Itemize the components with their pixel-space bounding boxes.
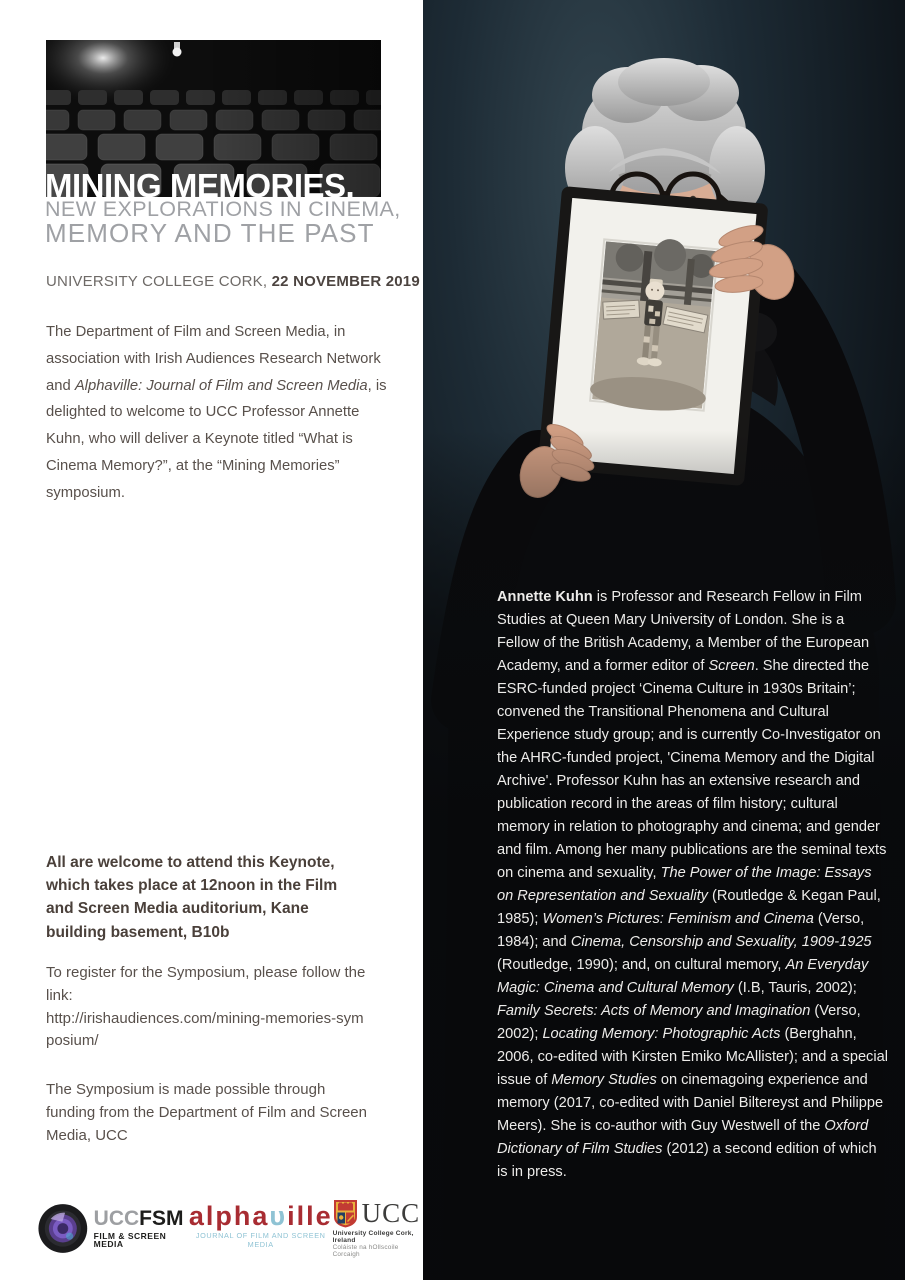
left-column [0, 0, 423, 1280]
funding-note: The Symposium is made possible through funding from the Department of Film and Screen Media, UCC [46, 1081, 367, 1144]
registration-block [46, 962, 368, 1053]
alphaville-logo [189, 1203, 333, 1249]
ucc-wordmark: UCC [361, 1197, 421, 1228]
uccfsm-tagline: FILM & SCREEN MEDIA [93, 1230, 167, 1249]
poster-title: MINING MEMORIES. [45, 167, 355, 204]
framed-child-photo [589, 233, 720, 414]
venue-text: UNIVERSITY COLLEGE CORK, [46, 273, 272, 290]
event-dateline [46, 273, 420, 290]
ucc-logo [333, 1199, 421, 1258]
ucc-crest-icon [333, 1199, 358, 1228]
intro-paragraph: The Department of Film and Screen Media, in association with Irish Audiences Research Network and Alphaville: Journal of Film and Screen Media, is delighted to welcome to UCC Professor Annette Kuhn, who will deliver a Keynote titled “What is Cinema Memory?”, at the “Mining Memories” symposium. [46, 324, 387, 501]
uccfsm-logo [38, 1201, 189, 1256]
poster-subtitle-line1: NEW EXPLORATIONS IN CINEMA, [45, 197, 401, 221]
ucc-name-line: University College Cork, Ireland [332, 1229, 414, 1244]
camera-lens-icon [38, 1201, 88, 1256]
uccfsm-wordmark: UCCFSM [93, 1206, 184, 1230]
alphaville-tagline: JOURNAL OF FILM AND SCREEN MEDIA [195, 1231, 326, 1249]
registration-url[interactable]: http://irishaudiences.com/mining-memories-symposium/ [46, 1009, 364, 1050]
registration-text: To register for the Symposium, please follow the link: [46, 964, 366, 1004]
bio-paragraph: Annette Kuhn is Professor and Research Fellow in Film Studies at Queen Mary University of London. She is a Fellow of the British Academy, a Member of the European Academy, and a former editor of Screen. She directed the ESRC-funded project ‘Cinema Culture in 1930s Britain’; convened the Transitional Phenomena and Cultural Experience study group; and is currently Co-Investigator on the AHRC-funded project, 'Cinema Memory and the Digital Archive'. Professor Kuhn has an extensive research and publication record in the areas of film history; cultural memory in relation to photography and cinema; and gender and film. Among her many publications are the seminal texts on cinema and sexuality, The Power of the Image: Essays on Representation and Sexuality (Routledge & Kegan Paul, 1985); Women’s Pictures: Feminism and Cinema (Verso, 1984); and Cinema, Censorship and Sexuality, 1909-1925 (Routledge, 1990); and, on cultural memory, An Everyday Magic: Cinema and Cultural Memory (I.B, Tauris, 2002); Family Secrets: Acts of Memory and Imagination (Verso, 2002); Locating Memory: Photographic Acts (Berghahn, 2006, co-edited with Kirsten Emiko McAllister); and a special issue of Memory Studies on cinemagoing experience and memory (2017, co-edited with Daniel Biltereyst and Philippe Meers). She is co-author with Guy Westwell of the Oxford Dictionary of Film Studies (2012) a second edition of which is in press. [497, 589, 888, 1180]
event-date: 22 NOVEMBER 2019 [271, 273, 420, 290]
alphaville-wordmark: alphaυille [188, 1201, 333, 1231]
keynote-notice: All are welcome to attend this Keynote, which takes place at 12noon in the Film and Screen Media auditorium, Kane building basement, B10b [46, 854, 338, 941]
poster-subtitle-line2: MEMORY AND THE PAST [45, 218, 375, 248]
cinema-hero [45, 40, 381, 204]
logos-bar [38, 1192, 421, 1264]
ucc-irish-name-line: Coláiste na hOllscoile Corcaigh [332, 1243, 399, 1258]
portrait-panel [423, 0, 905, 1280]
poster-subtitle [45, 199, 401, 246]
